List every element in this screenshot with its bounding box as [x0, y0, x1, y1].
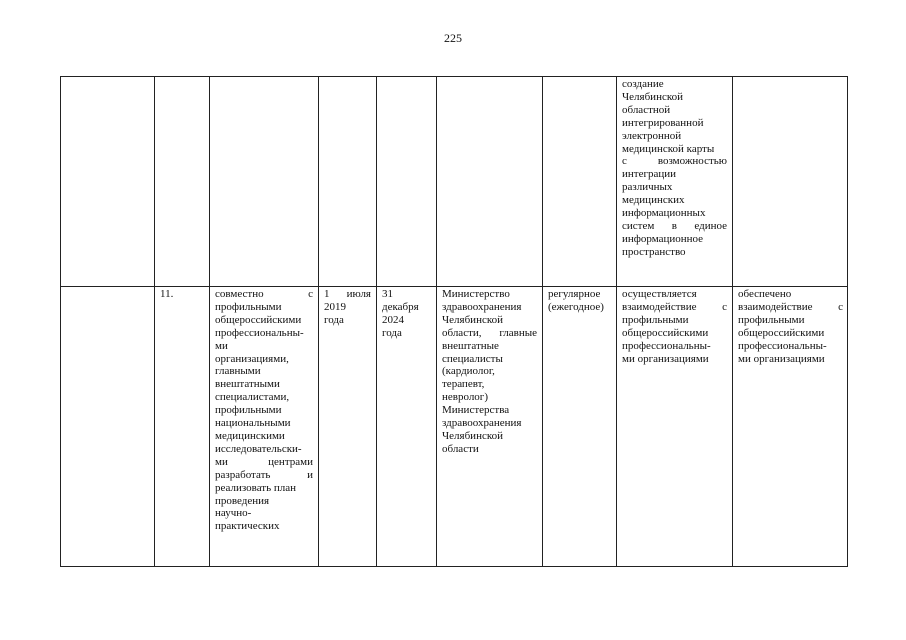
- plan-table: [60, 76, 848, 567]
- row-number-cell: 11.: [160, 288, 174, 300]
- outcome-cell: обеспечено взаимодействие с профильными общероссийскими профессиональны- ми организациями: [738, 288, 843, 365]
- activity-cell: совместно с профильными общероссийскими профессиональны- ми организациями, главными внештатными специалистами, профильными национальными медицинскими исследовательски- ми центрами разработать и реализовать план проведения научно- практических: [215, 288, 313, 533]
- result-cell: осуществляется взаимодействие с профильными общероссийскими профессиональны- ми организациями: [622, 288, 727, 365]
- start-date-cell: 1 июля 2019 года: [324, 288, 371, 326]
- responsible-cell: Министерство здравоохранения Челябинской области, главные внештатные специалисты (кардиолог, терапевт, невролог) Министерства здравоохранения Челябинской области: [442, 288, 537, 455]
- periodicity-cell: регулярное (ежегодное): [548, 288, 604, 313]
- column-divider: [154, 77, 155, 566]
- row-divider: [61, 286, 847, 287]
- column-divider: [542, 77, 543, 566]
- continuation-result-cell: создание Челябинской областной интегрированной электронной медицинской карты с возможностью интеграции различных медицинских информационных систем в единое информационное пространство: [622, 78, 727, 258]
- end-date-cell: 31 декабря 2024 года: [382, 288, 419, 339]
- page-number: 225: [444, 31, 462, 45]
